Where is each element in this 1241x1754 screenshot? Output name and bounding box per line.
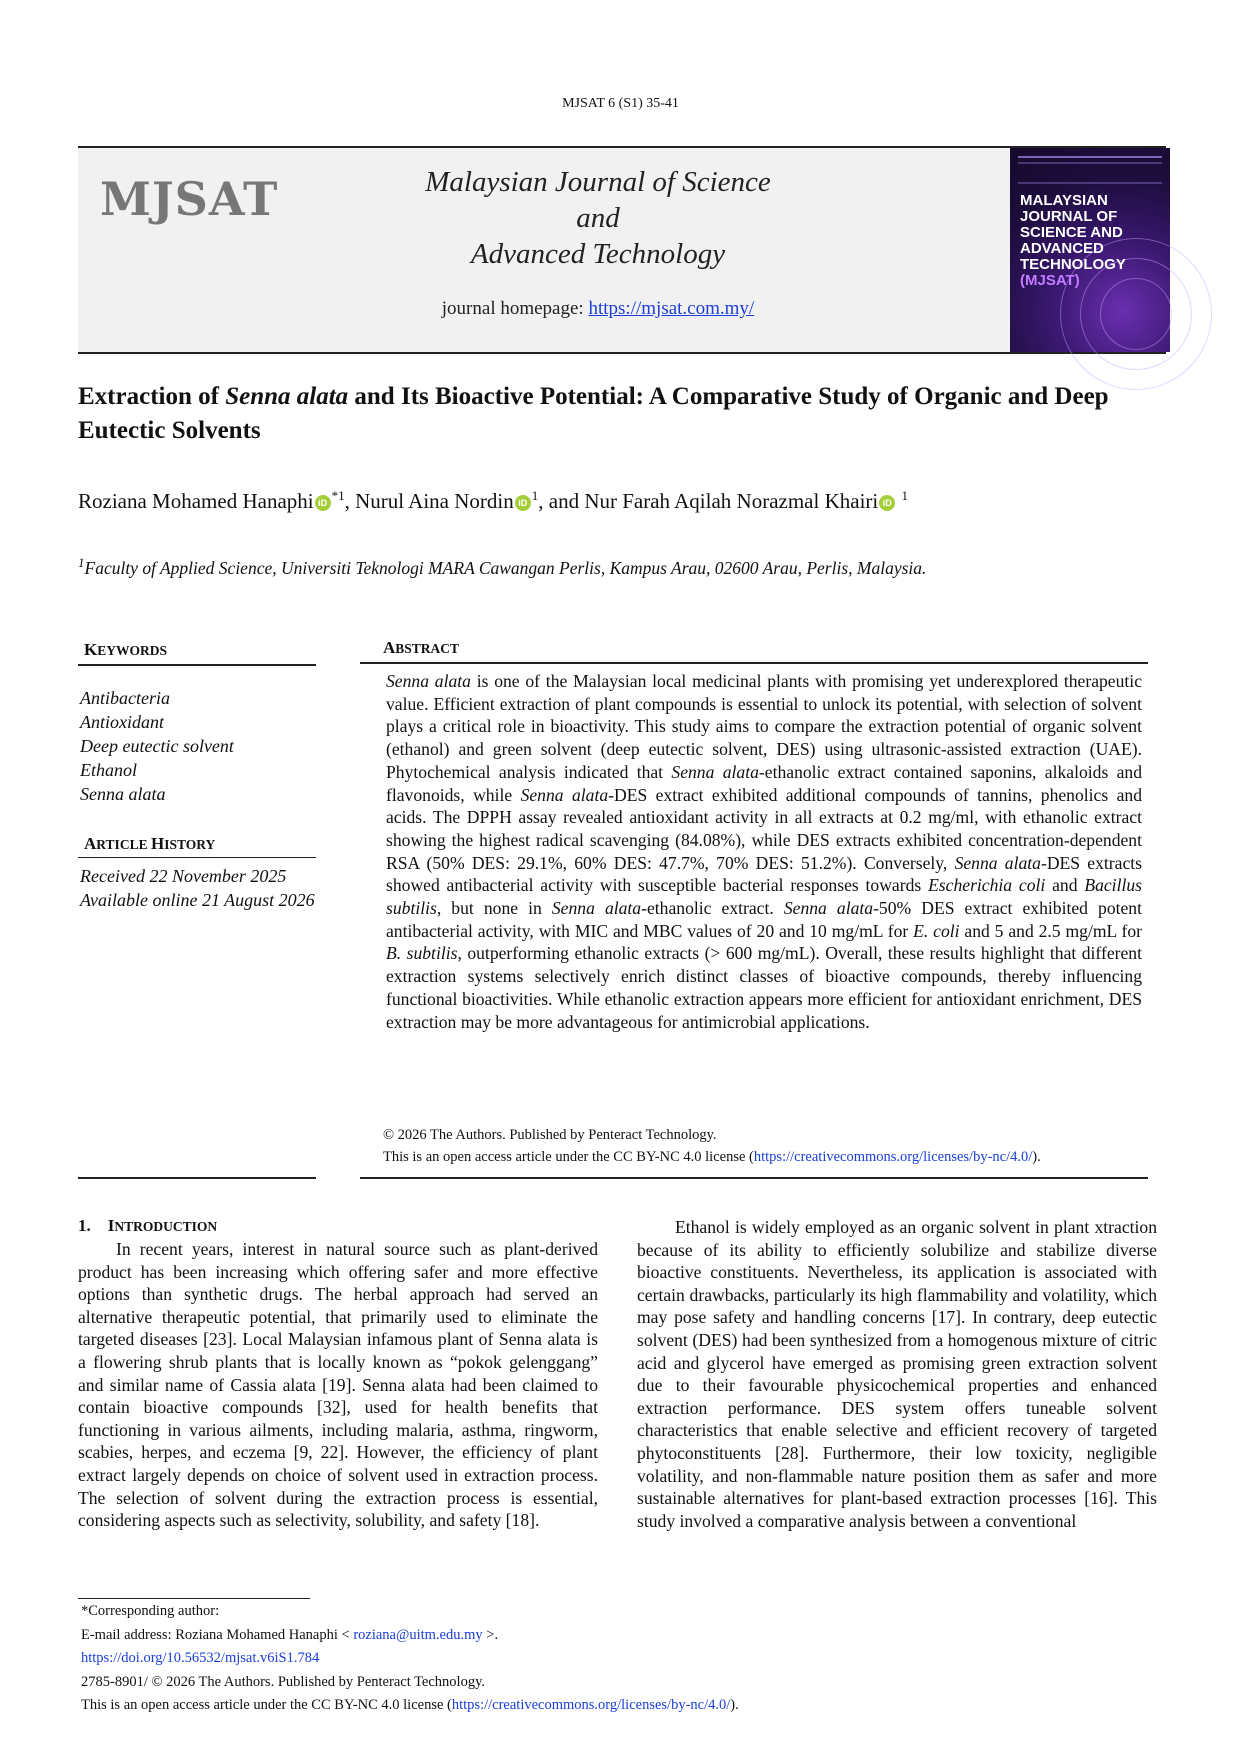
author-list (78, 488, 1178, 514)
paper-title (78, 380, 1168, 448)
license-link[interactable]: https://creativecommons.org/licenses/by-nc/4.0/ (451, 1697, 731, 1713)
journal-cover-image (1010, 148, 1170, 352)
corresponding-author-note: *Corresponding author: (81, 1603, 220, 1619)
author-mark: 1 (531, 488, 539, 503)
cover-acronym: (MJSAT) (1020, 272, 1080, 289)
author-name: Nurul Aina Nordin (355, 489, 514, 513)
doi-link[interactable]: https://doi.org/10.56532/mjsat.v6iS1.784 (81, 1650, 320, 1666)
cover-title-line: SCIENCE AND (1020, 224, 1123, 241)
copyright-notice (383, 1124, 1163, 1168)
keywords-heading: KEYWORDS (84, 640, 167, 659)
author-mark: 1 (901, 488, 908, 503)
license-line: This is an open access article under the CC BY-NC 4.0 license (https://creativecommons.org/licenses/by-nc/4.0/). (383, 1149, 1041, 1165)
divider (360, 1177, 1148, 1179)
author-name: Roziana Mohamed Hanaphi (78, 489, 314, 513)
copyright-line: © 2026 The Authors. Published by Penteract Technology. (383, 1127, 717, 1143)
cover-title (1020, 193, 1165, 289)
section-heading-introduction: 1. INTRODUCTION (78, 1216, 218, 1235)
title-text: and Its Bioactive Potential: A Comparative Study of Organic and Deep Eutectic Solvents (78, 383, 1109, 444)
introduction-paragraph: In recent years, interest in natural source such as plant-derived product has been increasing which offering safer and more effective options than synthetic drugs. The herbal approach had served an alternative therapeutic potential, that primarily used to eliminate the targeted diseases [23]. Local Malaysian infamous plant of Senna alata is a flowering shrub plants that is locally known as “pokok gelenggang” and similar name of Cassia alata [19]. Senna alata had been claimed to contain bioactive compounds [32], used for health benefits that functioning in various ailments, including malaria, asthma, ringworm, scabies, herpes, and eczema [9, 22]. However, the efficiency of plant extract largely depends on choice of solvent used in extraction process. The selection of solvent during the extraction process is essential, considering aspects such as selectivity, solubility, and safety [18]. (78, 1239, 598, 1531)
journal-header (78, 146, 1166, 354)
cover-title-line: ADVANCED (1020, 240, 1104, 257)
orcid-icon[interactable]: iD (879, 495, 895, 511)
orcid-icon[interactable]: iD (315, 495, 331, 511)
divider (78, 664, 316, 666)
keyword-item: Antibacteria (80, 688, 170, 708)
journal-homepage (408, 298, 788, 320)
issn-note: 2785-8901/ © 2026 The Authors. Published by Penteract Technology. (81, 1674, 486, 1690)
email-note: E-mail address: Roziana Mohamed Hanaphi < roziana@uitm.edu.my >. (81, 1627, 499, 1643)
keyword-item: Antioxidant (80, 712, 164, 732)
author-name: Nur Farah Aqilah Norazmal Khairi (584, 489, 879, 513)
article-history-heading: ARTICLE HISTORY (84, 834, 216, 853)
homepage-label: journal homepage: (441, 298, 589, 319)
author-mark: *1 (331, 488, 345, 503)
abstract-text: Senna alata is one of the Malaysian local medicinal plants with promising yet underexplored therapeutic value. Efficient extraction of plant compounds is essential to unlock its potential, with selection of solvent plays a critical role in bioactivity. This study aims to compare the extraction potential of organic solvent (ethanol) and green solvent (deep eutectic solvent, DES) using ultrasonic-assisted extraction (UAE). Phytochemical analysis indicated that Senna alata-ethanolic extract contained saponins, alkaloids and flavonoids, while Senna alata-DES extract exhibited additional compounds of tannins, phenolics and acids. The DPPH assay revealed antioxidant activity in all extracts at 0.2 mg/ml, with ethanolic extract showing the highest radical scavenging (84.08%), while DES extracts exhibited concentration-dependent RSA (50% DES: 29.1%, 60% DES: 47.7%, 70% DES: 51.2%). Conversely, Senna alata-DES extracts showed antibacterial activity with susceptible bacterial responses towards Escherichia coli and Bacillus subtilis, but none in Senna alata-ethanolic extract. Senna alata-50% DES extract exhibited potent antibacterial activity, with MIC and MBC values of 20 and 10 mg/mL for E. coli and 5 and 2.5 mg/mL for B. subtilis, outperforming ethanolic extracts (> 600 mg/mL). Overall, these results highlight that different extraction systems selectively enrich distinct classes of bioactive compounds, thereby influencing functional bioactivities. While ethanolic extraction appears more efficient for antioxidant enrichment, DES extraction may be more advantageous for antimicrobial applications. (386, 671, 1143, 1032)
journal-name-line2: and (576, 202, 620, 234)
license-note: This is an open access article under the CC BY-NC 4.0 license (https://creativecommons.org/licenses/by-nc/4.0/). (81, 1697, 739, 1713)
email-link[interactable]: roziana@uitm.edu.my (353, 1627, 483, 1643)
title-species: Senna alata (225, 383, 349, 410)
affiliation-text: Faculty of Applied Science, Universiti Teknologi MARA Cawangan Perlis, Kampus Arau, 02600 Arau, Perlis, Malaysia. (84, 557, 927, 578)
article-history (80, 864, 320, 912)
affiliation-mark: 1 (78, 555, 85, 570)
license-link[interactable]: https://creativecommons.org/licenses/by-nc/4.0/ (753, 1149, 1033, 1165)
author-separator: , (344, 489, 356, 513)
divider (360, 662, 1148, 664)
running-head: MJSAT 6 (S1) 35-41 (562, 96, 679, 111)
cover-title-line: MALAYSIAN (1020, 192, 1108, 209)
title-text: Extraction of (78, 383, 226, 410)
journal-logo: MJSAT (100, 172, 279, 226)
homepage-link[interactable]: https://mjsat.com.my/ (588, 298, 755, 319)
journal-name (408, 164, 788, 272)
affiliation (78, 555, 1178, 579)
introduction-paragraph: Ethanol is widely employed as an organic solvent in plant xtraction because of its ability to efficiently solubilize and stabilize diverse bioactive constituents. Nevertheless, its application is associated with certain drawbacks, particularly its high flammability and volatility, which may pose safety and handling concerns [17]. In contrary, deep eutectic solvent (DES) had been synthesized from a homogenous mixture of citric acid and glycerol have emerged as promising green extraction solvent due to their favourable physicochemical properties and enhanced extraction performance. DES system offers tuneable solvent characteristics that enable selective and efficient recovery of targeted phytoconstituents [28]. Furthermore, their low toxicity, negligible volatility, and non-flammable nature position them as safer and more sustainable alternatives for plant-based extraction processes [16]. This study involved a comparative analysis between a conventional (637, 1217, 1157, 1531)
journal-name-line3: Advanced Technology (470, 238, 726, 270)
keyword-item: Ethanol (80, 760, 137, 780)
divider (78, 857, 316, 858)
keywords-list (80, 686, 234, 806)
journal-name-line1: Malaysian Journal of Science (425, 166, 771, 198)
divider (78, 1177, 316, 1179)
keyword-item: Deep eutectic solvent (80, 736, 234, 756)
footnote-divider (78, 1598, 310, 1599)
received-date: Received 22 November 2025 (80, 866, 287, 886)
keyword-item: Senna alata (80, 784, 166, 804)
orcid-icon[interactable]: iD (515, 495, 531, 511)
available-date: Available online 21 August 2026 (80, 890, 315, 910)
doi-note (81, 1650, 319, 1667)
cover-title-line: TECHNOLOGY (1020, 256, 1126, 273)
author-separator: , and (538, 489, 585, 513)
abstract-heading: ABSTRACT (383, 638, 460, 657)
cover-title-line: JOURNAL OF (1020, 208, 1118, 225)
